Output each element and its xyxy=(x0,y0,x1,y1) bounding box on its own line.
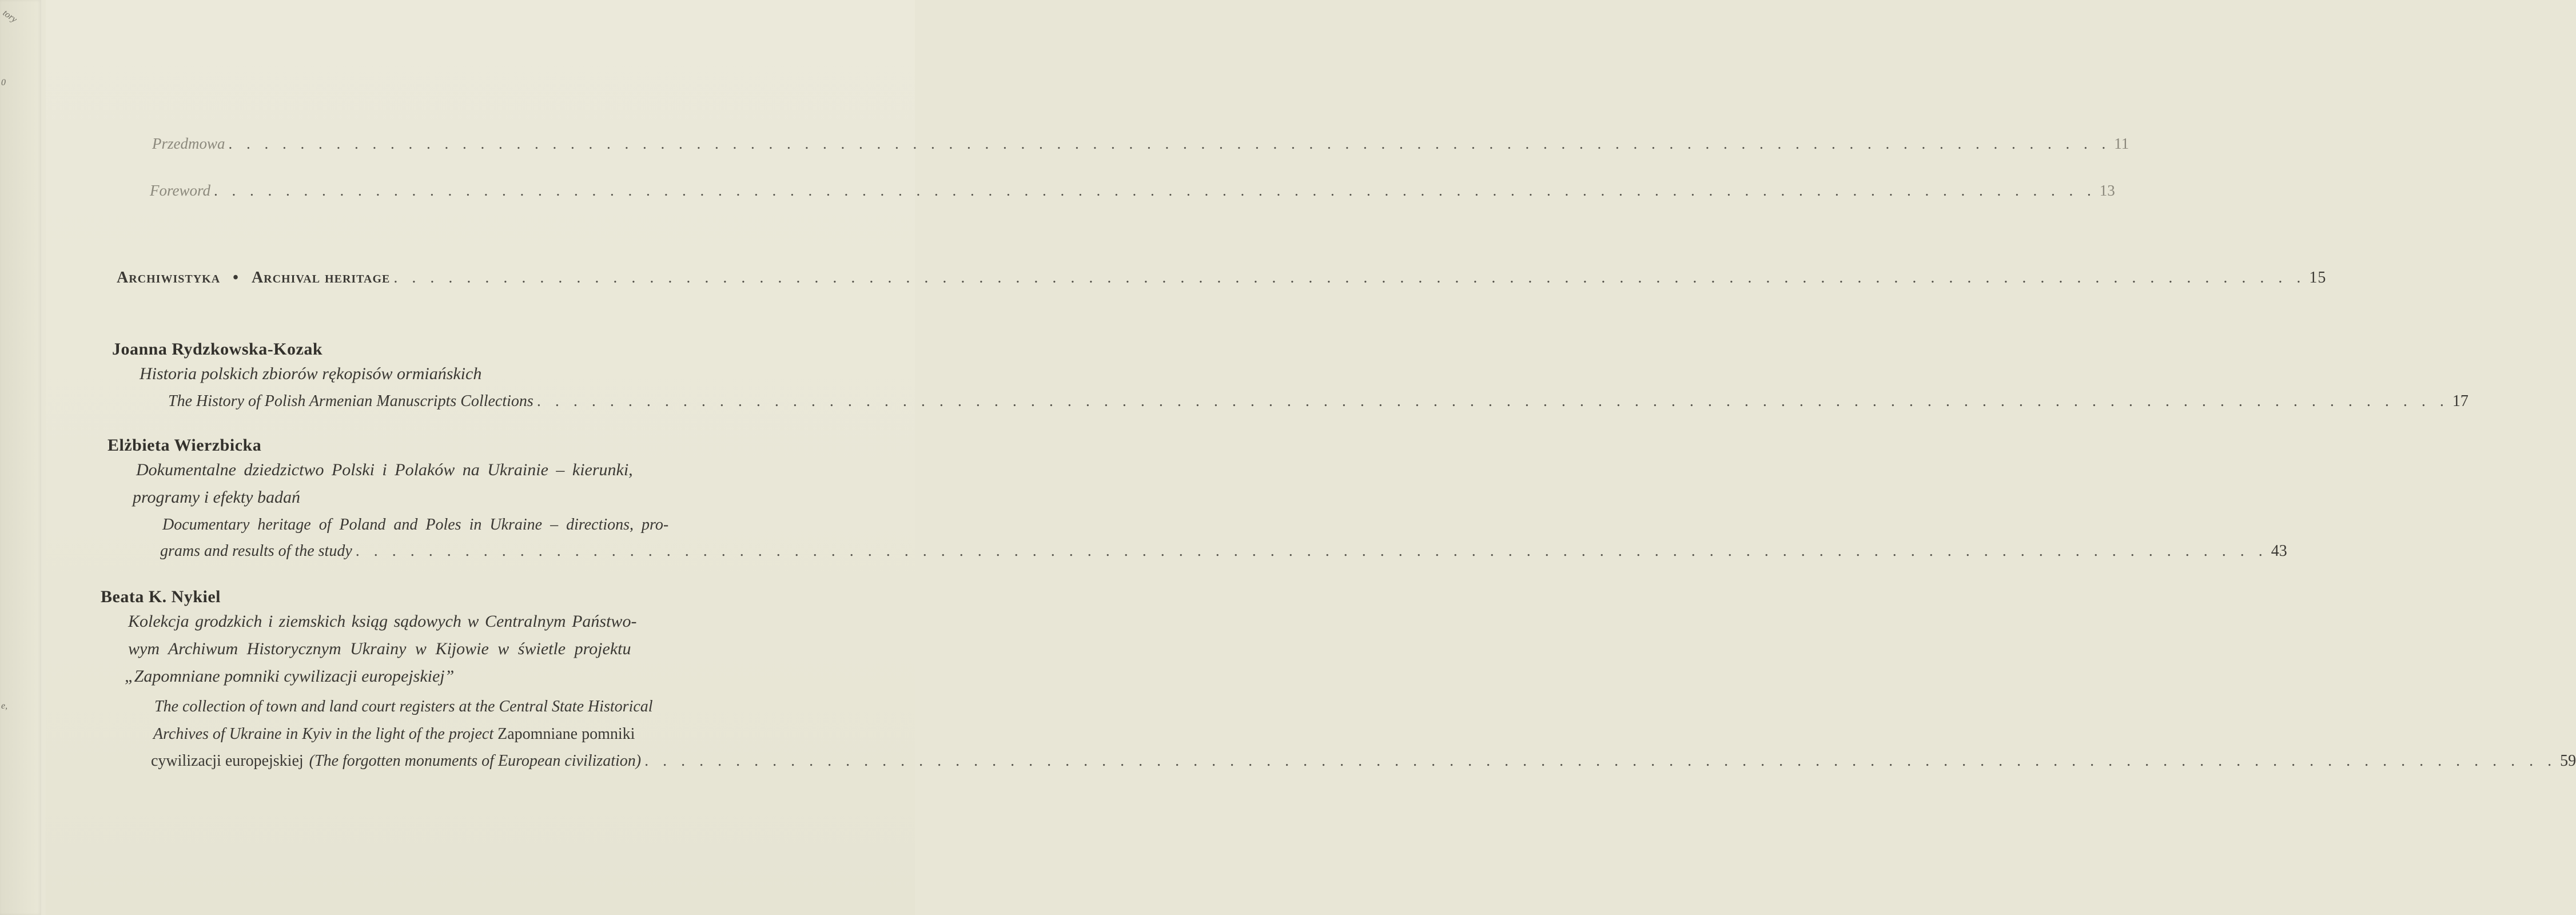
entry-title-project-name: Zapomniane pomniki xyxy=(497,725,635,743)
table-of-contents-page xyxy=(46,0,2576,915)
margin-fragment-top: tory xyxy=(1,8,19,25)
dot-leader: . . . . . . . . . . . . . . . . . . . . . . . . . . . . . . . . . . . . . . . . . . . . . . . . . . . . . . . . . . . . . . . . . . . . . . . . . . . . . . . . . . . . . . . . . . . . . . . . . . . . . . . . . xyxy=(228,135,2111,152)
entry-author: Elżbieta Wierzbicka xyxy=(108,436,262,455)
section-title-en: Archival heritage xyxy=(251,269,391,287)
toc-section-heading[interactable] xyxy=(117,269,2327,287)
dot-leader: . . . . . . . . . . . . . . . . . . . . . . . . . . . . . . . . . . . . . . . . . . . . . . . . . . . . . . . . . . . . . . . . . . . . . . . . . . . . . . . . . . . . . . . . . . . . . . . . . . . . . . . . . xyxy=(536,392,2449,410)
bullet-separator: • xyxy=(233,269,239,287)
entry-title-en-line xyxy=(153,725,635,743)
toc-line-foreword[interactable] xyxy=(150,182,2115,200)
entry-title-project-name: cywilizacji europejskiej xyxy=(151,752,304,770)
page-number: 43 xyxy=(2271,542,2287,560)
dot-leader: . . . . . . . . . . . . . . . . . . . . . . . . . . . . . . . . . . . . . . . . . . . . . . . . . . . . . . . . . . . . . . . . . . . . . . . . . . . . . . . . . . . . . . . . . . . . . . . . . . . . . . . . . xyxy=(355,542,2268,560)
page-number: 13 xyxy=(2099,182,2115,199)
entry-title-pl: „Zapomniane pomniki cywilizacji europejskiej” xyxy=(125,667,455,686)
entry-title-en: Archives of Ukraine in Kyiv in the light of the project xyxy=(153,725,494,743)
entry-title-pl: Kolekcja grodzkich i ziemskich ksiąg sądowych w Centralnym Państwo- xyxy=(128,612,637,631)
dot-leader: . . . . . . . . . . . . . . . . . . . . . . . . . . . . . . . . . . . . . . . . . . . . . . . . . . . . . . . . . . . . . . . . . . . . . . . . . . . . . . . . . . . . . . . . . . . . . . . . . . . . . . . . . xyxy=(393,269,2306,287)
toc-line-preface[interactable] xyxy=(152,135,2129,153)
entry-title-pl: programy i efekty badań xyxy=(133,488,300,507)
page-number: 17 xyxy=(2452,392,2468,410)
entry-author: Joanna Rydzkowska-Kozak xyxy=(112,340,323,359)
toc-title: Przedmowa xyxy=(152,135,225,152)
entry-title-en: The History of Polish Armenian Manuscripts Collections xyxy=(168,392,533,410)
toc-line-entry-3[interactable] xyxy=(151,752,2576,770)
page-number: 11 xyxy=(2114,135,2129,152)
margin-fragment-low: e, xyxy=(1,701,8,711)
dot-leader: . . . . . . . . . . . . . . . . . . . . . . . . . . . . . . . . . . . . . . . . . . . . . . . . . . . . . . . . . . . . . . . . . . . . . . . . . . . . . . . . . . . . . . . . . . . . . . . . . . . . . . . . . xyxy=(644,752,2557,770)
page-number: 15 xyxy=(2309,269,2327,287)
entry-title-pl: Historia polskich zbiorów rękopisów ormiańskich xyxy=(140,364,482,383)
entry-title-en: The collection of town and land court registers at the Central State Historical xyxy=(154,698,653,715)
entry-author: Beata K. Nykiel xyxy=(101,587,221,606)
entry-title-pl: wym Archiwum Historycznym Ukrainy w Kijowie w świetle projektu xyxy=(128,639,631,658)
entry-title-en: grams and results of the study xyxy=(160,542,352,560)
toc-line-entry-2[interactable] xyxy=(160,542,2287,560)
entry-title-en: (The forgotten monuments of European civilization) xyxy=(309,752,642,770)
margin-fragment-mid: 0 xyxy=(1,78,6,87)
entry-title-en: Documentary heritage of Poland and Poles in Ukraine – directions, pro- xyxy=(162,516,669,534)
previous-page-margin xyxy=(0,0,41,915)
entry-title-pl: Dokumentalne dziedzictwo Polski i Polaków na Ukrainie – kierunki, xyxy=(136,460,633,479)
page-number: 59 xyxy=(2560,752,2576,770)
dot-leader: . . . . . . . . . . . . . . . . . . . . . . . . . . . . . . . . . . . . . . . . . . . . . . . . . . . . . . . . . . . . . . . . . . . . . . . . . . . . . . . . . . . . . . . . . . . . . . . . . . . . . . . . . xyxy=(214,182,2096,199)
toc-title: Foreword xyxy=(150,182,210,199)
section-title-pl: Archiwistyka xyxy=(117,269,221,287)
toc-line-entry-1[interactable] xyxy=(168,392,2468,411)
